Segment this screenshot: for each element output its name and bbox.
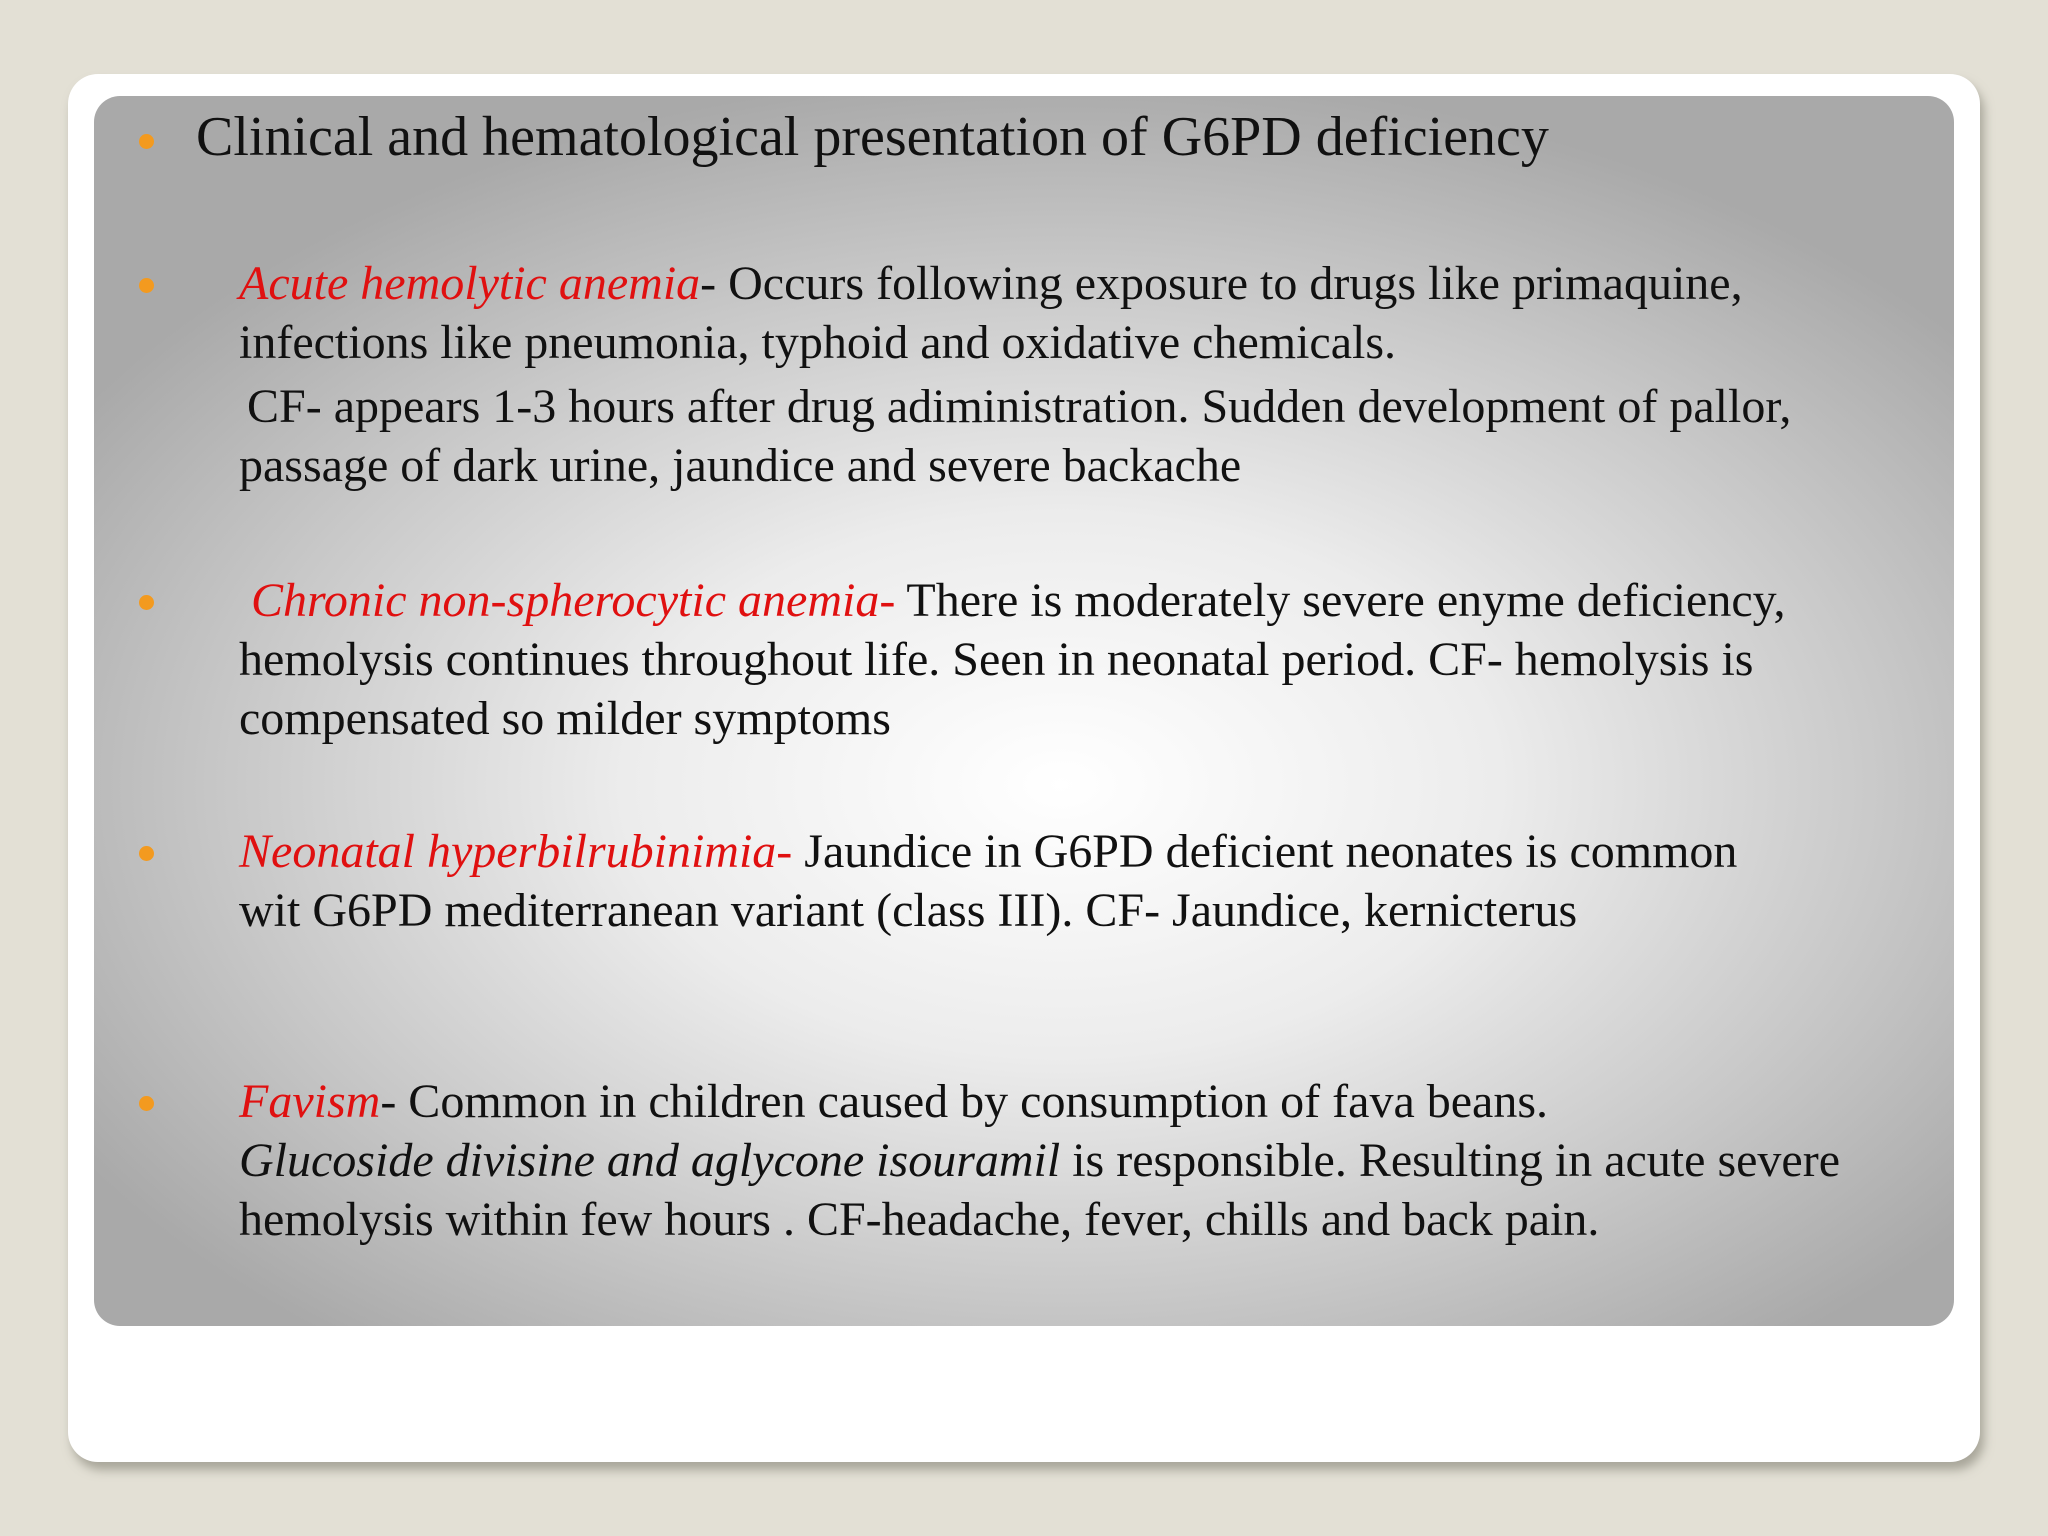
slide-heading: Clinical and hematological presentation of G6PD deficiency <box>196 106 1549 168</box>
list-item-text <box>239 822 1739 940</box>
list-item-text <box>239 1072 1929 1249</box>
description-text: Jaundice in G6PD deficient neonates is common wit G6PD mediterranean variant (class III). CF- Jaundice, kernicterus <box>239 825 1738 937</box>
bullet-icon <box>139 846 154 861</box>
description-text: - Common in children caused by consumption of fava beans. <box>380 1075 1549 1128</box>
term-label: Chronic non-spherocytic anemia- <box>251 574 896 627</box>
term-label: Favism <box>239 1075 381 1128</box>
clinical-features-text: CF- appears 1-3 hours after drug adiministration. Sudden development of pallor, passage of dark urine, jaundice and severe backache <box>239 380 1792 492</box>
description-text: - Occurs following exposure to drugs like primaquine, infections like pneumonia, typhoid and oxidative chemicals. <box>239 257 1743 369</box>
bullet-icon <box>139 1096 154 1111</box>
list-item-text <box>239 254 1929 495</box>
description-text-continued: is responsible. Resulting in acute severe hemolysis within few hours . CF-headache, fever, chills and back pain. <box>239 1134 1841 1246</box>
term-label: Neonatal hyperbilrubinimia- <box>239 825 793 878</box>
italic-compound-text: Glucoside divisine and aglycone isouramil <box>239 1134 1061 1187</box>
bullet-icon <box>139 278 154 293</box>
term-label: Acute hemolytic anemia <box>239 257 701 310</box>
list-item-text <box>239 571 1929 748</box>
content-panel <box>94 96 1954 1326</box>
description-text: There is moderately severe enyme deficiency, hemolysis continues throughout life. Seen in neonatal period. CF- hemolysis is compensated so milder symptoms <box>239 574 1786 745</box>
bullet-icon <box>139 134 154 149</box>
bullet-icon <box>139 595 154 610</box>
